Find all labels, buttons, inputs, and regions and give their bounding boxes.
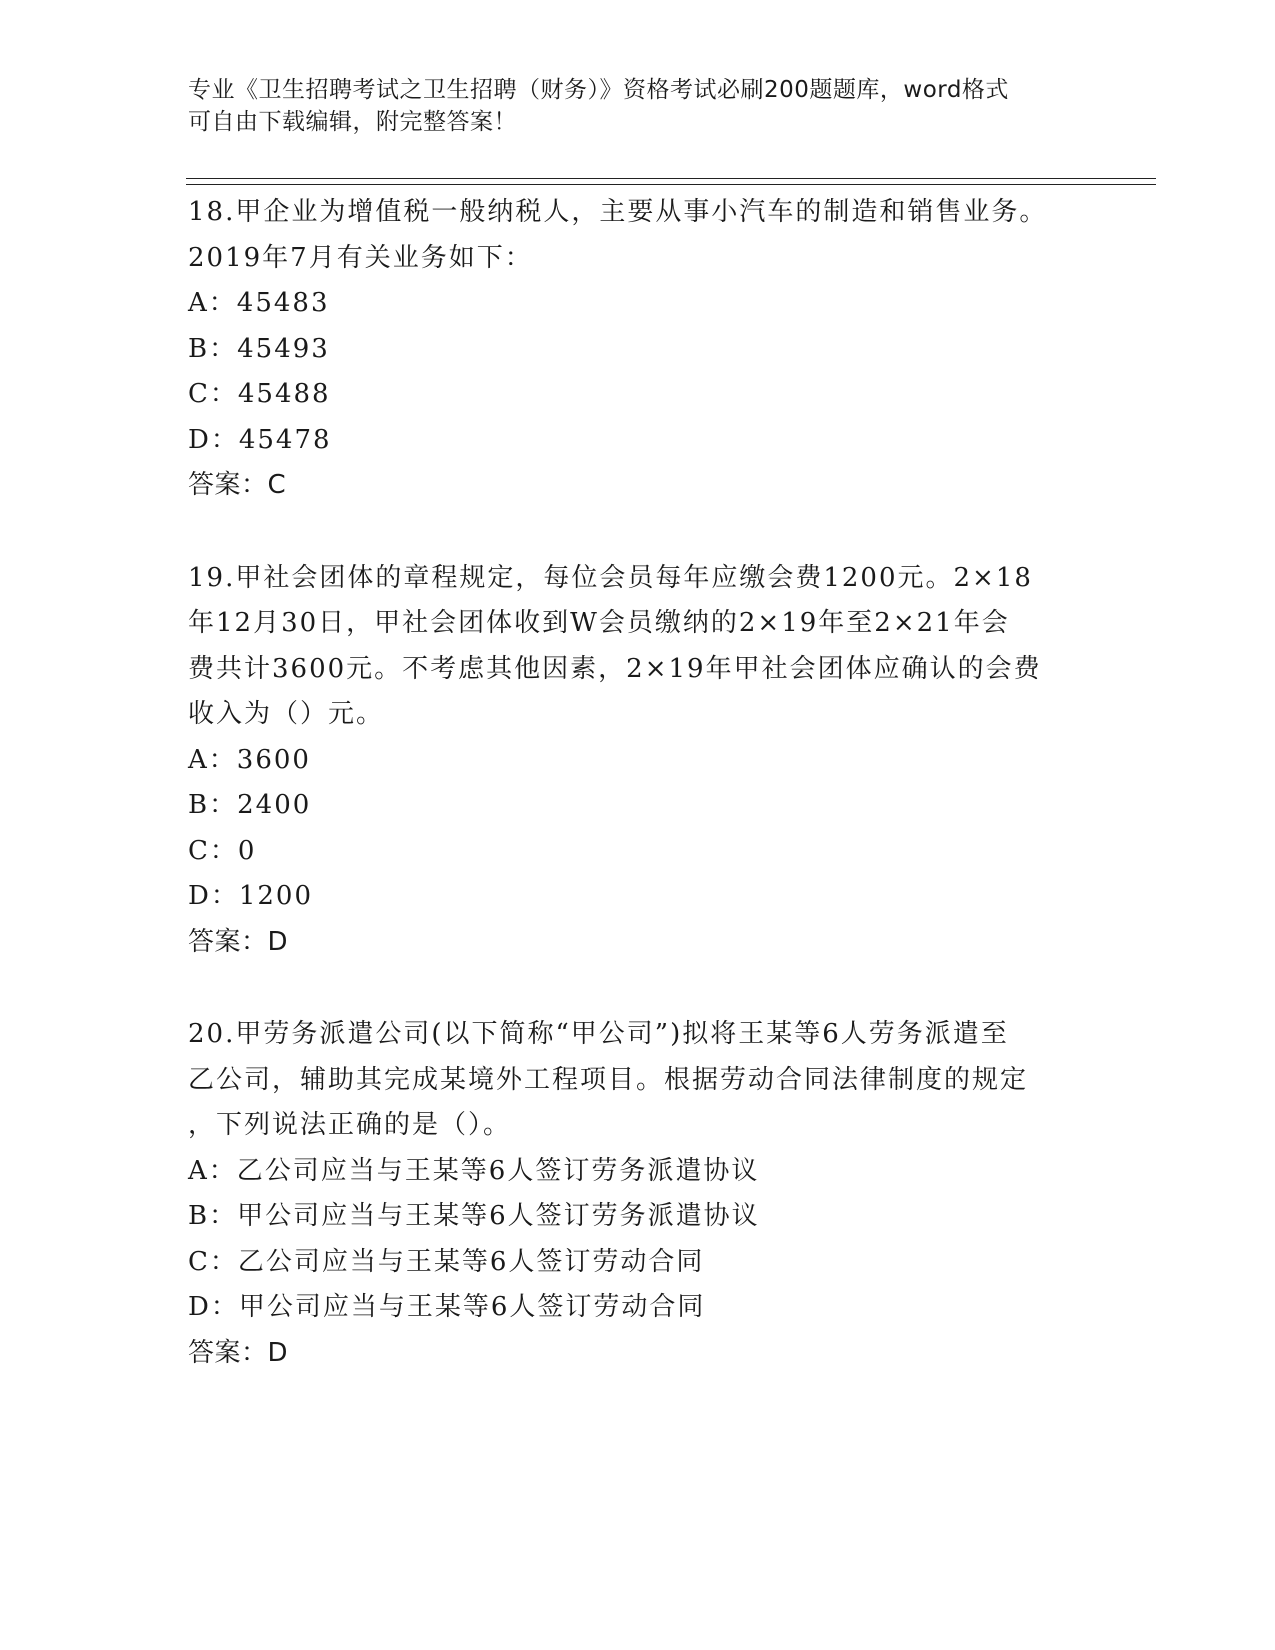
header-divider-bottom (186, 184, 1156, 185)
option-b: B：甲公司应当与王某等6人签订劳务派遣协议 (188, 1201, 760, 1231)
option-a: A：乙公司应当与王某等6人签订劳务派遣协议 (188, 1155, 760, 1186)
header-divider-top (186, 178, 1156, 179)
question-18 (188, 190, 1088, 509)
option-d: D：45478 (188, 424, 332, 455)
option-d: D：1200 (188, 881, 314, 911)
option-a: A：3600 (188, 744, 311, 775)
option-c: C：45488 (188, 379, 331, 409)
question-text-line: 年12月30日，甲社会团体收到W会员缴纳的2×19年至2×21年会 (188, 608, 1010, 638)
option-a: A：45483 (188, 288, 330, 318)
option-d: D：甲公司应当与王某等6人签订劳动合同 (188, 1292, 706, 1322)
option-b: B：45493 (188, 333, 330, 364)
option-b: B：2400 (188, 790, 312, 820)
answer: 答案：D (188, 1337, 289, 1368)
question-text-line: 19.甲社会团体的章程规定，每位会员每年应缴会费1200元。2×18 (188, 562, 1033, 593)
option-c: C：乙公司应当与王某等6人签订劳动合同 (188, 1246, 705, 1277)
question-list (188, 190, 1088, 1376)
answer: 答案：C (188, 470, 287, 500)
option-c: C：0 (188, 835, 257, 866)
question-text-line: ，下列说法正确的是（）。 (188, 1110, 512, 1140)
question-text-line: 18.甲企业为增值税一般纳税人，主要从事小汽车的制造和销售业务。 (188, 197, 1048, 227)
question-19 (188, 556, 1088, 966)
header-line-2: 可自由下载编辑，附完整答案！ (188, 109, 517, 135)
question-20 (188, 1012, 1088, 1376)
header-line-1: 专业《卫生招聘考试之卫生招聘（财务）》资格考试必刷200题题库，word格式 (188, 77, 1009, 103)
question-text-line: 乙公司，辅助其完成某境外工程项目。根据劳动合同法律制度的规定 (188, 1064, 1029, 1095)
spacer (188, 509, 1088, 556)
question-text-line: 费共计3600元。不考虑其他因素，2×19年甲社会团体应确认的会费 (188, 653, 1042, 684)
document-header (188, 74, 1068, 138)
spacer (188, 965, 1088, 1012)
question-text-line: 2019年7月有关业务如下： (188, 242, 533, 273)
question-text-line: 收入为（）元。 (188, 699, 385, 729)
answer: 答案：D (188, 926, 289, 957)
question-text-line: 20.甲劳务派遣公司(以下简称“甲公司”)拟将王某等6人劳务派遣至 (188, 1019, 1009, 1049)
